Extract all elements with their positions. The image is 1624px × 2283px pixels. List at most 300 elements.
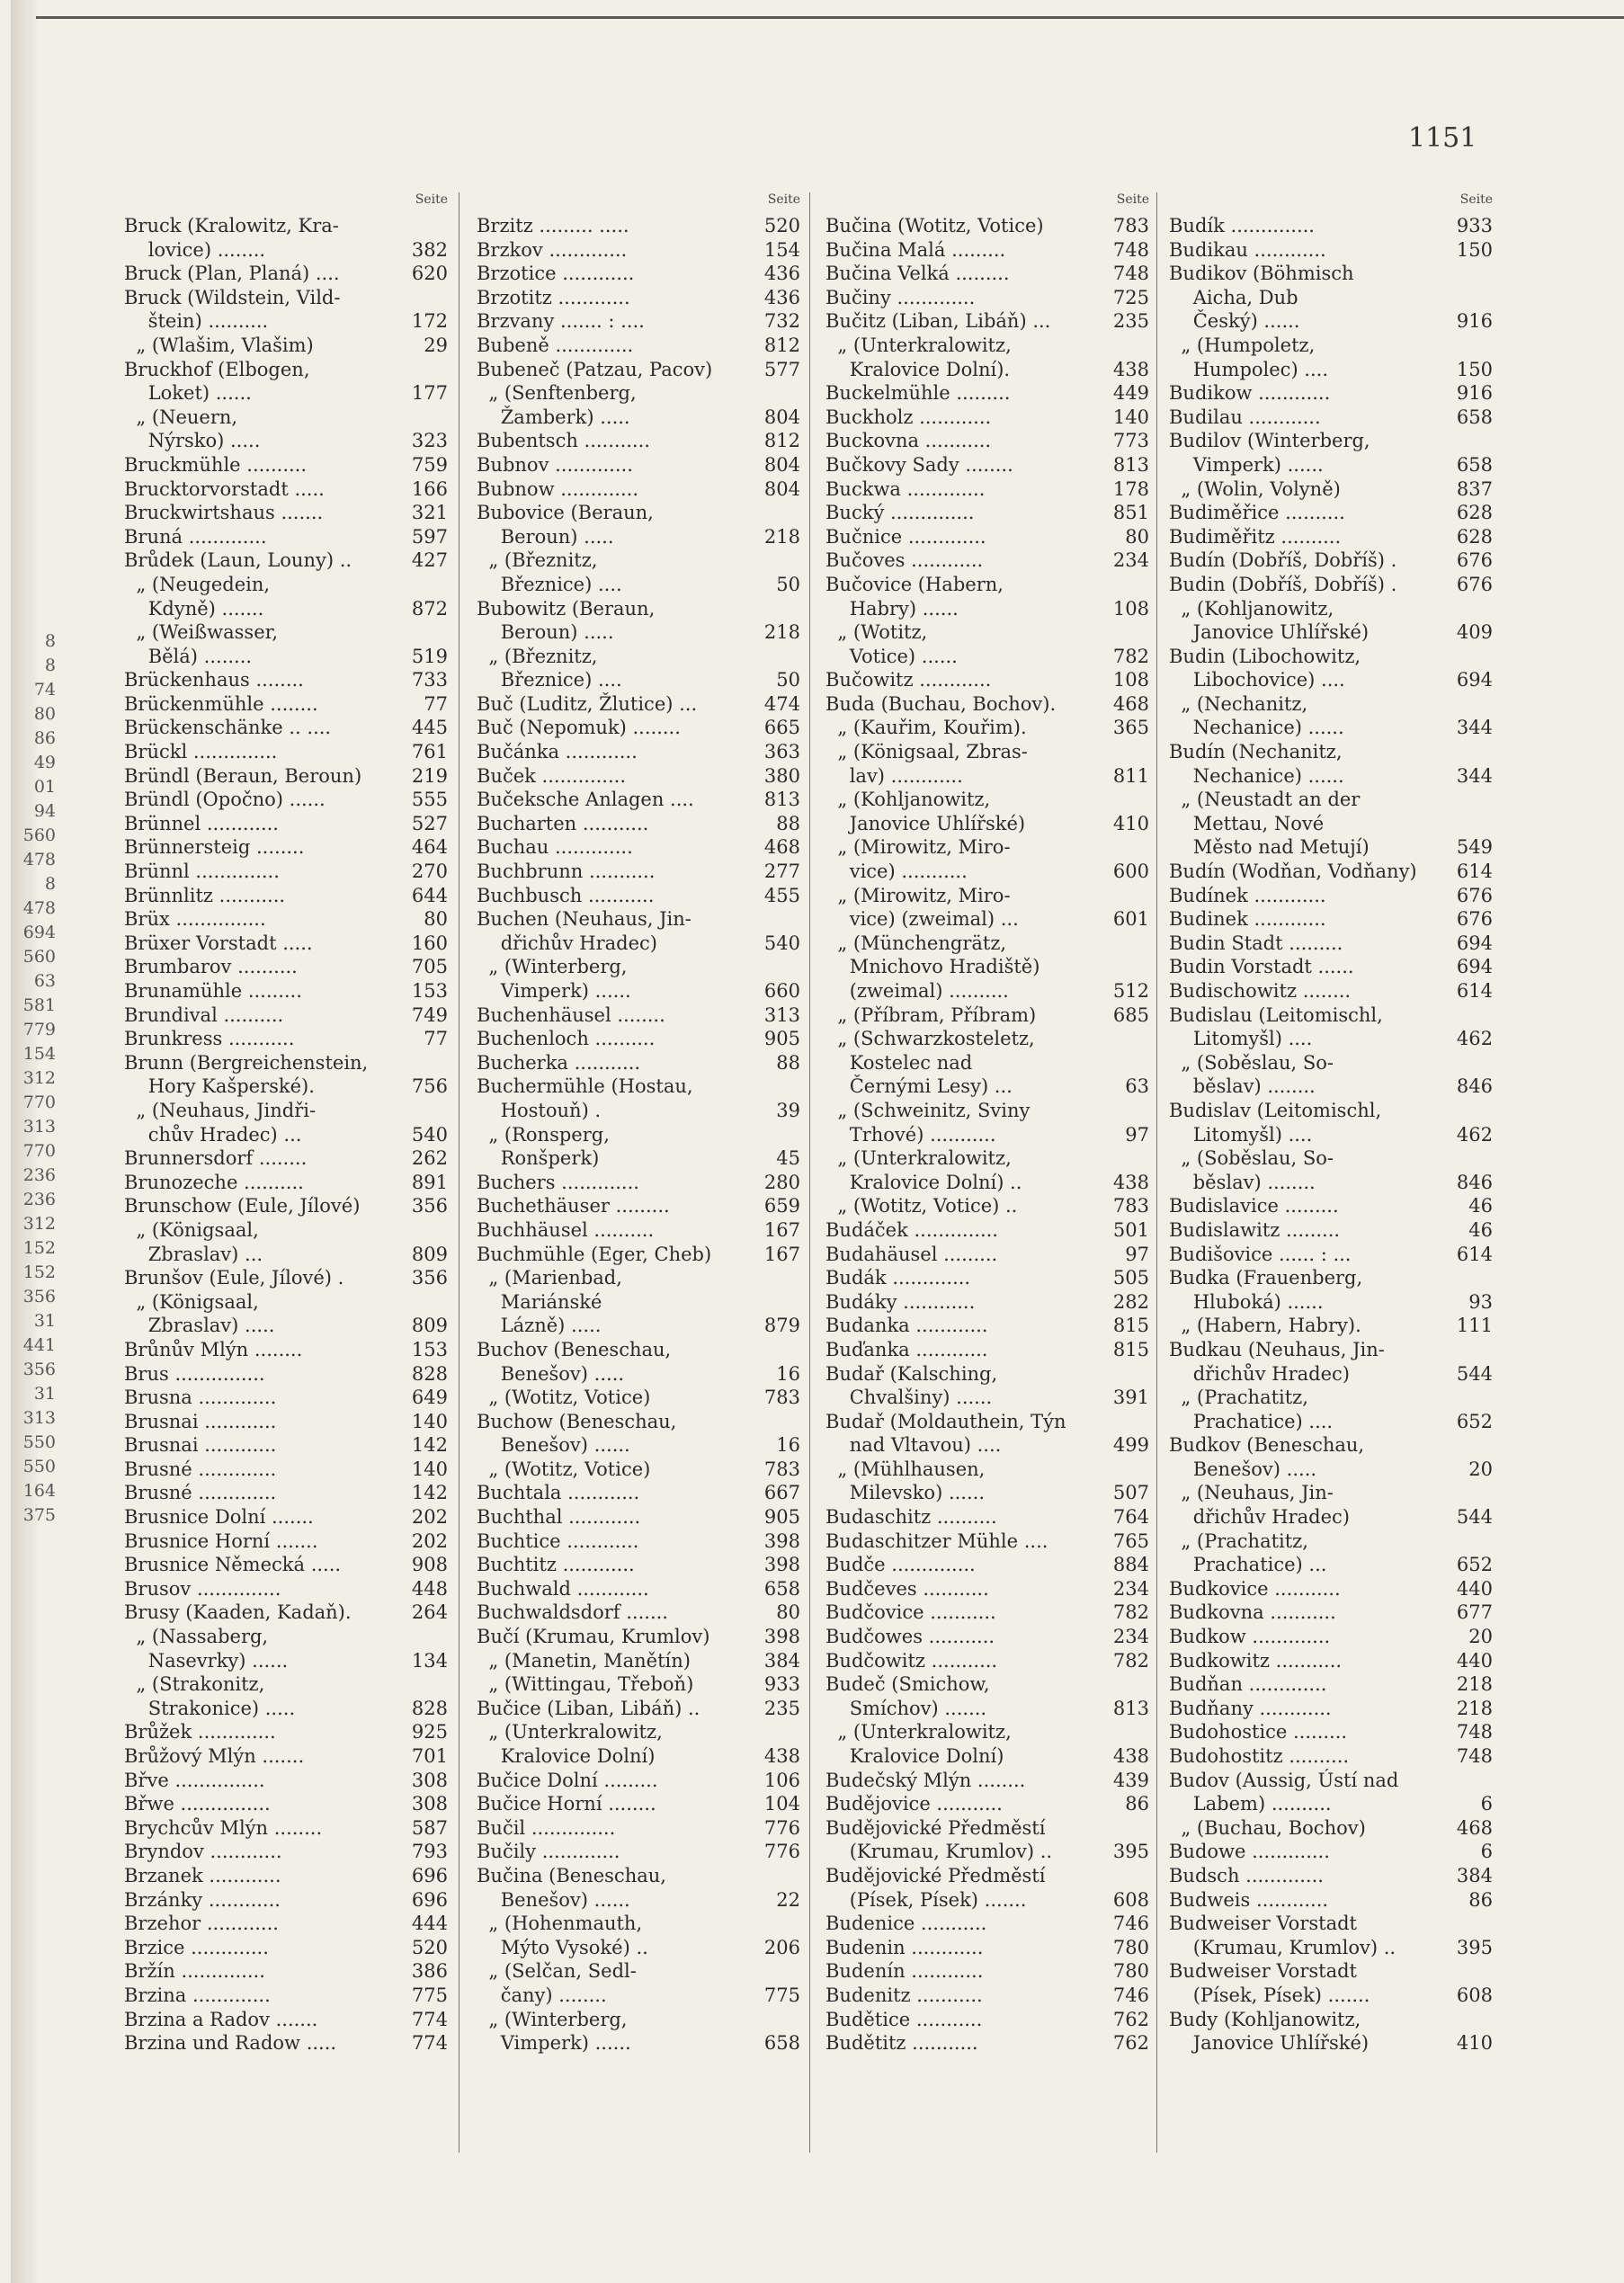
entry-name: lav) ............ (825, 764, 963, 787)
index-entry (825, 1338, 1149, 1362)
entry-name: Buchtitz ............ (477, 1554, 635, 1576)
index-entry (124, 1505, 448, 1529)
index-entry (825, 1864, 1149, 1888)
entry-page-number: 218 (763, 621, 800, 644)
margin-number: 312 (22, 1068, 56, 1088)
entry-name: Budahäusel ......... (825, 1243, 998, 1265)
entry-name: Budin (Libochowitz, (1169, 645, 1361, 667)
entry-name: Janovice Uhlířské) (1169, 621, 1370, 644)
entry-name: Buchenloch .......... (477, 1028, 656, 1050)
entry-page-number: 154 (763, 238, 800, 261)
entry-name: Buč (Luditz, Žlutice) ... (477, 692, 698, 715)
entry-name: „ (Wotitz, Votice) (477, 1387, 651, 1409)
index-entry (477, 716, 800, 740)
entry-page-number: 6 (1480, 1841, 1493, 1863)
index-entry (477, 1601, 800, 1625)
entry-name: Bründl (Beraun, Beroun) (124, 764, 362, 787)
index-entry (1169, 1075, 1493, 1099)
entry-page-number: 167 (763, 1243, 800, 1265)
entry-name: Loket) ...... (124, 382, 252, 405)
entry-name: Bruckmühle .......... (124, 453, 308, 476)
entry-page-number: 29 (424, 334, 448, 356)
entry-name: Buchwald ............ (477, 1577, 649, 1600)
index-entry (124, 692, 448, 717)
entry-name: Kralovice Dolní). (825, 358, 1011, 380)
entry-name: Bučina (Beneschau, (477, 1864, 666, 1886)
entry-page-number: 667 (763, 1482, 800, 1504)
margin-number: 560 (22, 825, 56, 845)
entry-name: Brückenschänke .. .... (124, 717, 332, 739)
entry-name: Hluboká) ...... (1169, 1290, 1324, 1313)
index-entry (124, 238, 448, 263)
entry-name: Břwe ............... (124, 1793, 271, 1815)
entry-name: Brzina ............. (124, 1984, 271, 2006)
entry-name: Brusna ............. (124, 1387, 277, 1409)
entry-name: Litomyšl) .... (1169, 1123, 1313, 1146)
index-entry (124, 835, 448, 860)
entry-name: Smíchov) ....... (825, 1697, 987, 1719)
index-entry (1169, 1505, 1493, 1529)
entry-page-number: 652 (1456, 1410, 1493, 1432)
entry-page-number: 20 (1468, 1458, 1493, 1480)
entry-page-number: 828 (411, 1697, 448, 1719)
index-entry (825, 979, 1149, 1003)
entry-page-number: 804 (763, 406, 800, 428)
entry-name: Brusov .............. (124, 1577, 281, 1600)
index-entry (477, 2031, 800, 2056)
entry-name: Brückenmühle ........ (124, 692, 318, 715)
margin-number: 478 (22, 898, 56, 918)
entry-name: lovice) ........ (124, 238, 266, 261)
index-entry (477, 835, 800, 860)
entry-name: Strakonice) ..... (124, 1697, 296, 1719)
index-entry (477, 979, 800, 1003)
entry-page-number: 167 (763, 1218, 800, 1241)
entry-name: Bründl (Opočno) ...... (124, 789, 326, 811)
index-entry (1169, 1649, 1493, 1673)
entry-name: Buchau ............. (477, 836, 633, 859)
index-entry (825, 1146, 1149, 1171)
index-entry (477, 309, 800, 334)
index-entry (825, 1649, 1149, 1673)
entry-name: Budenin ............ (825, 1936, 984, 1958)
index-entry (477, 262, 800, 286)
entry-name: Budín (Dobříš, Dobříš) . (1169, 549, 1397, 572)
index-entry (477, 1194, 800, 1218)
index-entry (825, 1027, 1149, 1051)
entry-name: Kralovice Dolní) (477, 1745, 656, 1767)
index-entry (825, 1984, 1149, 2008)
index-entry (477, 525, 800, 549)
entry-page-number: 104 (763, 1793, 800, 1815)
entry-name: Bučkovy Sady ........ (825, 453, 1013, 476)
index-column-1 (124, 192, 448, 2056)
entry-page-number: 891 (411, 1171, 448, 1193)
entry-page-number: 449 (1112, 382, 1149, 405)
entry-name: Bržín .............. (124, 1960, 265, 1983)
entry-page-number: 218 (1456, 1673, 1493, 1696)
entry-name: Budkovice ........... (1169, 1577, 1341, 1600)
index-entry (825, 1290, 1149, 1315)
entry-page-number: 111 (1456, 1315, 1493, 1337)
index-entry (124, 1362, 448, 1387)
entry-page-number: 601 (1112, 908, 1149, 931)
index-entry (477, 1984, 800, 2008)
index-entry (124, 1027, 448, 1051)
index-entry (477, 1864, 800, 1888)
entry-page-number: 676 (1456, 573, 1493, 595)
margin-number: 152 (22, 1262, 56, 1282)
entry-page-number: 218 (763, 525, 800, 548)
entry-name: vice) ........... (825, 861, 968, 883)
index-entry (825, 1218, 1149, 1243)
entry-name: Budikov (Böhmisch (1169, 263, 1354, 285)
entry-page-number: 507 (1112, 1482, 1149, 1504)
margin-number: 560 (22, 947, 56, 967)
entry-name: „ (Mirowitz, Miro- (825, 836, 1011, 859)
index-entry (477, 1314, 800, 1338)
entry-page-number: 782 (1112, 1649, 1149, 1672)
entry-page-number: 409 (1456, 621, 1493, 644)
index-entry (124, 1243, 448, 1267)
index-entry (1169, 1553, 1493, 1577)
entry-name: Buchenhäusel ........ (477, 1003, 665, 1026)
entry-page-number: 748 (1456, 1745, 1493, 1767)
entry-page-number: 804 (763, 453, 800, 476)
index-entry (124, 1959, 448, 1984)
entry-page-number: 746 (1112, 1984, 1149, 2006)
entry-page-number: 916 (1456, 310, 1493, 333)
entry-name: Brunn (Bergreichenstein, (124, 1051, 369, 1074)
index-entry (124, 309, 448, 334)
entry-name: Zbraslav) ... (124, 1243, 263, 1265)
entry-page-number: 846 (1456, 1075, 1493, 1098)
entry-name: „ (Wolin, Volyně) (1169, 477, 1341, 500)
entry-page-number: 150 (1456, 238, 1493, 261)
index-entry (825, 453, 1149, 477)
index-entry (124, 812, 448, 836)
entry-name: Labem) .......... (1169, 1793, 1332, 1815)
entry-page-number: 206 (763, 1936, 800, 1958)
entry-name: Brusy (Kaaden, Kadaň). (124, 1601, 352, 1624)
entry-page-number: 270 (411, 861, 448, 883)
index-entry (477, 1936, 800, 1960)
entry-name: Kostelec nad (825, 1051, 973, 1074)
entry-page-number: 140 (411, 1410, 448, 1432)
index-entry (825, 381, 1149, 406)
index-entry (1169, 620, 1493, 645)
entry-name: Budkau (Neuhaus, Jin- (1169, 1338, 1385, 1360)
entry-name: nad Vltavou) .... (825, 1434, 1002, 1457)
index-entry (825, 334, 1149, 358)
index-entry (477, 381, 800, 406)
margin-number: 152 (22, 1238, 56, 1258)
seite-header: Seite (767, 192, 800, 207)
index-entry (1169, 1123, 1493, 1147)
index-entry (124, 1912, 448, 1936)
index-entry (124, 262, 448, 286)
index-entry (124, 1601, 448, 1625)
index-entry (1169, 1027, 1493, 1051)
seite-header: Seite (1459, 192, 1493, 207)
index-entry (477, 1027, 800, 1051)
index-entry (1169, 525, 1493, 549)
entry-page-number: 455 (763, 884, 800, 906)
entry-name: Budilau ............ (1169, 406, 1321, 428)
entry-page-number: 749 (411, 1003, 448, 1026)
entry-page-number: 812 (763, 430, 800, 452)
entry-name: Mettau, Nové (1169, 812, 1325, 834)
index-entry (124, 429, 448, 453)
entry-page-number: 696 (411, 1888, 448, 1911)
index-entry (124, 358, 448, 382)
index-entry (124, 1458, 448, 1482)
index-entry (477, 1243, 800, 1267)
entry-name: „ (Nechanitz, (1169, 692, 1308, 715)
entry-name: „ (Strakonitz, (124, 1673, 265, 1696)
entry-page-number: 773 (1112, 430, 1149, 452)
entry-name: Brusné ............. (124, 1482, 277, 1504)
index-entry (1169, 1146, 1493, 1171)
entry-name: Budčeves ........... (825, 1577, 989, 1600)
entry-name: Buchers ............. (477, 1171, 639, 1193)
entry-name: Brůžový Mlýn ....... (124, 1745, 305, 1767)
entry-name: Budčovice ........... (825, 1601, 996, 1624)
index-entry (124, 1625, 448, 1649)
entry-page-number: 277 (763, 861, 800, 883)
entry-name: Bruckwirtshaus ....... (124, 502, 324, 524)
entry-name: Hory Kašperské). (124, 1075, 315, 1098)
index-entry (477, 1266, 800, 1290)
margin-number: 8 (44, 874, 56, 894)
entry-name: Kdyně) ....... (124, 597, 264, 620)
entry-name: Bučánka ............ (477, 741, 638, 763)
entry-page-number: 793 (411, 1841, 448, 1863)
entry-page-number: 783 (763, 1387, 800, 1409)
entry-page-number: 462 (1456, 1123, 1493, 1146)
index-entry (1169, 501, 1493, 525)
entry-name: Budin Stadt ......... (1169, 932, 1343, 954)
entry-name: Brunozeche .......... (124, 1171, 304, 1193)
entry-name: Brünnlitz ........... (124, 884, 286, 906)
index-entry (1169, 1984, 1493, 2008)
margin-number: 80 (33, 704, 56, 724)
index-entry (477, 1625, 800, 1649)
entry-name: Brückl .............. (124, 741, 278, 763)
entry-name: „ (Unterkralowitz, (825, 334, 1012, 356)
index-entry (1169, 429, 1493, 453)
index-entry (124, 764, 448, 789)
entry-page-number: 812 (763, 334, 800, 356)
entry-name: Březnice) .... (477, 573, 622, 595)
entry-name: Budňan ............. (1169, 1673, 1327, 1696)
entry-name: Lázně) ..... (477, 1315, 602, 1337)
index-entry (1169, 907, 1493, 932)
margin-number: 356 (22, 1360, 56, 1379)
entry-name: Bruckhof (Elbogen, (124, 358, 310, 380)
entry-name: Budenín ............ (825, 1960, 984, 1983)
index-entry (477, 907, 800, 932)
index-entry (124, 955, 448, 979)
entry-page-number: 444 (411, 1913, 448, 1935)
index-entry (1169, 1816, 1493, 1841)
index-entry (1169, 932, 1493, 956)
entry-name: „ (Wotitz, Votice) (477, 1458, 651, 1480)
entry-page-number: 39 (776, 1099, 800, 1121)
entry-page-number: 344 (1456, 764, 1493, 787)
entry-name: „ (Kauřim, Kouřim). (825, 717, 1027, 739)
index-entry (825, 907, 1149, 932)
index-entry (1169, 1769, 1493, 1793)
index-column-2 (477, 192, 800, 2056)
entry-name: „ (Neuhaus, Jin- (1169, 1482, 1334, 1504)
entry-name: Buchbrunn ........... (477, 861, 656, 883)
entry-name: Budka (Frauenberg, (1169, 1267, 1363, 1289)
index-entry (825, 429, 1149, 453)
entry-page-number: 652 (1456, 1554, 1493, 1576)
entry-page-number: 761 (411, 741, 448, 763)
index-entry (825, 262, 1149, 286)
entry-page-number: 676 (1456, 884, 1493, 906)
entry-page-number: 160 (411, 932, 448, 954)
entry-page-number: 464 (411, 836, 448, 859)
entry-page-number: 756 (411, 1075, 448, 1098)
entry-page-number: 86 (1125, 1793, 1149, 1815)
entry-page-number: 88 (776, 1051, 800, 1074)
entry-name: „ (Mühlhausen, (825, 1458, 986, 1480)
entry-page-number: 879 (763, 1315, 800, 1337)
index-entry (124, 1075, 448, 1099)
entry-name: Ronšperk) (477, 1147, 600, 1170)
entry-name: „ (Březnitz, (477, 549, 598, 572)
index-entry (124, 525, 448, 549)
margin-number: 86 (33, 728, 56, 748)
entry-name: dřichův Hradec) (1169, 1506, 1350, 1529)
index-entry (1169, 1672, 1493, 1697)
index-entry (1169, 1218, 1493, 1243)
entry-page-number: 809 (411, 1315, 448, 1337)
entry-page-number: 520 (763, 215, 800, 236)
index-entry (477, 764, 800, 789)
index-entry (825, 477, 1149, 502)
index-entry (477, 1505, 800, 1529)
entry-name: Buchthal ............ (477, 1506, 641, 1529)
entry-page-number: 448 (411, 1577, 448, 1600)
entry-name: Prachatice) ... (1169, 1554, 1327, 1576)
entry-page-number: 628 (1456, 502, 1493, 524)
index-entry (477, 1458, 800, 1482)
entry-name: „ (Neugedein, (124, 573, 271, 595)
entry-name: Bělá) ........ (124, 645, 253, 667)
index-entry (1169, 1792, 1493, 1816)
entry-name: Budaschitz .......... (825, 1506, 997, 1529)
entry-name: Hostouň) . (477, 1099, 602, 1121)
entry-page-number: 748 (1112, 238, 1149, 261)
index-entry (825, 716, 1149, 740)
entry-page-number: 474 (763, 692, 800, 715)
entry-name: Kralovice Dolní) (825, 1745, 1004, 1767)
entry-page-number: 905 (763, 1506, 800, 1529)
entry-page-number: 86 (1468, 1888, 1493, 1911)
entry-page-number: 308 (411, 1793, 448, 1815)
entry-name: „ (Weißwasser, (124, 621, 279, 644)
index-entry (1169, 692, 1493, 717)
index-entry (1169, 406, 1493, 430)
entry-name: „ (Königsaal, (124, 1218, 259, 1241)
entry-page-number: 774 (411, 2032, 448, 2055)
entry-page-number: 933 (763, 1673, 800, 1696)
index-entry (124, 214, 448, 238)
entry-name: Budowe ............. (1169, 1841, 1330, 1863)
entry-name: Nasevrky) ...... (124, 1649, 289, 1672)
index-entry (124, 1864, 448, 1888)
index-entry (124, 884, 448, 908)
index-entry (124, 1314, 448, 1338)
index-entry (124, 1936, 448, 1960)
entry-page-number: 544 (1456, 1362, 1493, 1385)
entry-name: Buckovna ........... (825, 430, 992, 452)
entry-name: „ (Hohenmauth, (477, 1913, 643, 1935)
index-entry (1169, 1529, 1493, 1554)
entry-name: Benešov) ..... (1169, 1458, 1317, 1480)
index-entry (1169, 309, 1493, 334)
entry-page-number: 150 (1456, 358, 1493, 380)
margin-number: 236 (22, 1190, 56, 1209)
entry-page-number: 783 (1112, 1195, 1149, 1217)
entry-name: Brunnersdorf ........ (124, 1147, 308, 1170)
entry-page-number: 540 (763, 932, 800, 954)
index-entry (825, 1410, 1149, 1434)
entry-name: Budislau (Leitomischl, (1169, 1003, 1383, 1026)
index-entry (825, 573, 1149, 597)
entry-page-number: 178 (1112, 477, 1149, 500)
entry-page-number: 776 (763, 1841, 800, 1863)
entry-name: „ (Kohljanowitz, (1169, 597, 1334, 620)
index-entry (1169, 2031, 1493, 2056)
index-entry (1169, 716, 1493, 740)
index-entry (825, 1505, 1149, 1529)
index-entry (825, 1720, 1149, 1744)
entry-name: Buchtice ............ (477, 1529, 639, 1552)
entry-name: Brunschow (Eule, Jílové) (124, 1195, 361, 1217)
entry-page-number: 762 (1112, 2008, 1149, 2030)
entry-page-number: 391 (1112, 1387, 1149, 1409)
entry-name: Bučí (Krumau, Krumlov) (477, 1626, 710, 1648)
entry-name: Brunšov (Eule, Jílové) . (124, 1267, 344, 1289)
entry-name: Brüx ............... (124, 908, 266, 931)
entry-name: Buchow (Beneschau, (477, 1410, 677, 1432)
entry-page-number: 202 (411, 1529, 448, 1552)
entry-page-number: 108 (1112, 669, 1149, 691)
index-entry (477, 788, 800, 812)
entry-name: Bucký .............. (825, 502, 975, 524)
entry-name: Budkowitz ........... (1169, 1649, 1343, 1672)
entry-name: Břve ............... (124, 1769, 265, 1791)
entry-name: Buckelmühle ......... (825, 382, 1011, 405)
index-entry (1169, 548, 1493, 573)
entry-page-number: 658 (1456, 453, 1493, 476)
entry-name: Buckholz ............ (825, 406, 992, 428)
index-entry (1169, 1912, 1493, 1936)
index-entry (124, 501, 448, 525)
entry-page-number: 884 (1112, 1554, 1149, 1576)
index-entry (825, 1553, 1149, 1577)
entry-page-number: 540 (411, 1123, 448, 1146)
entry-page-number: 665 (763, 717, 800, 739)
margin-number: 770 (22, 1092, 56, 1112)
entry-page-number: 813 (1112, 1697, 1149, 1719)
entry-name: „ (Březnitz, (477, 645, 598, 667)
